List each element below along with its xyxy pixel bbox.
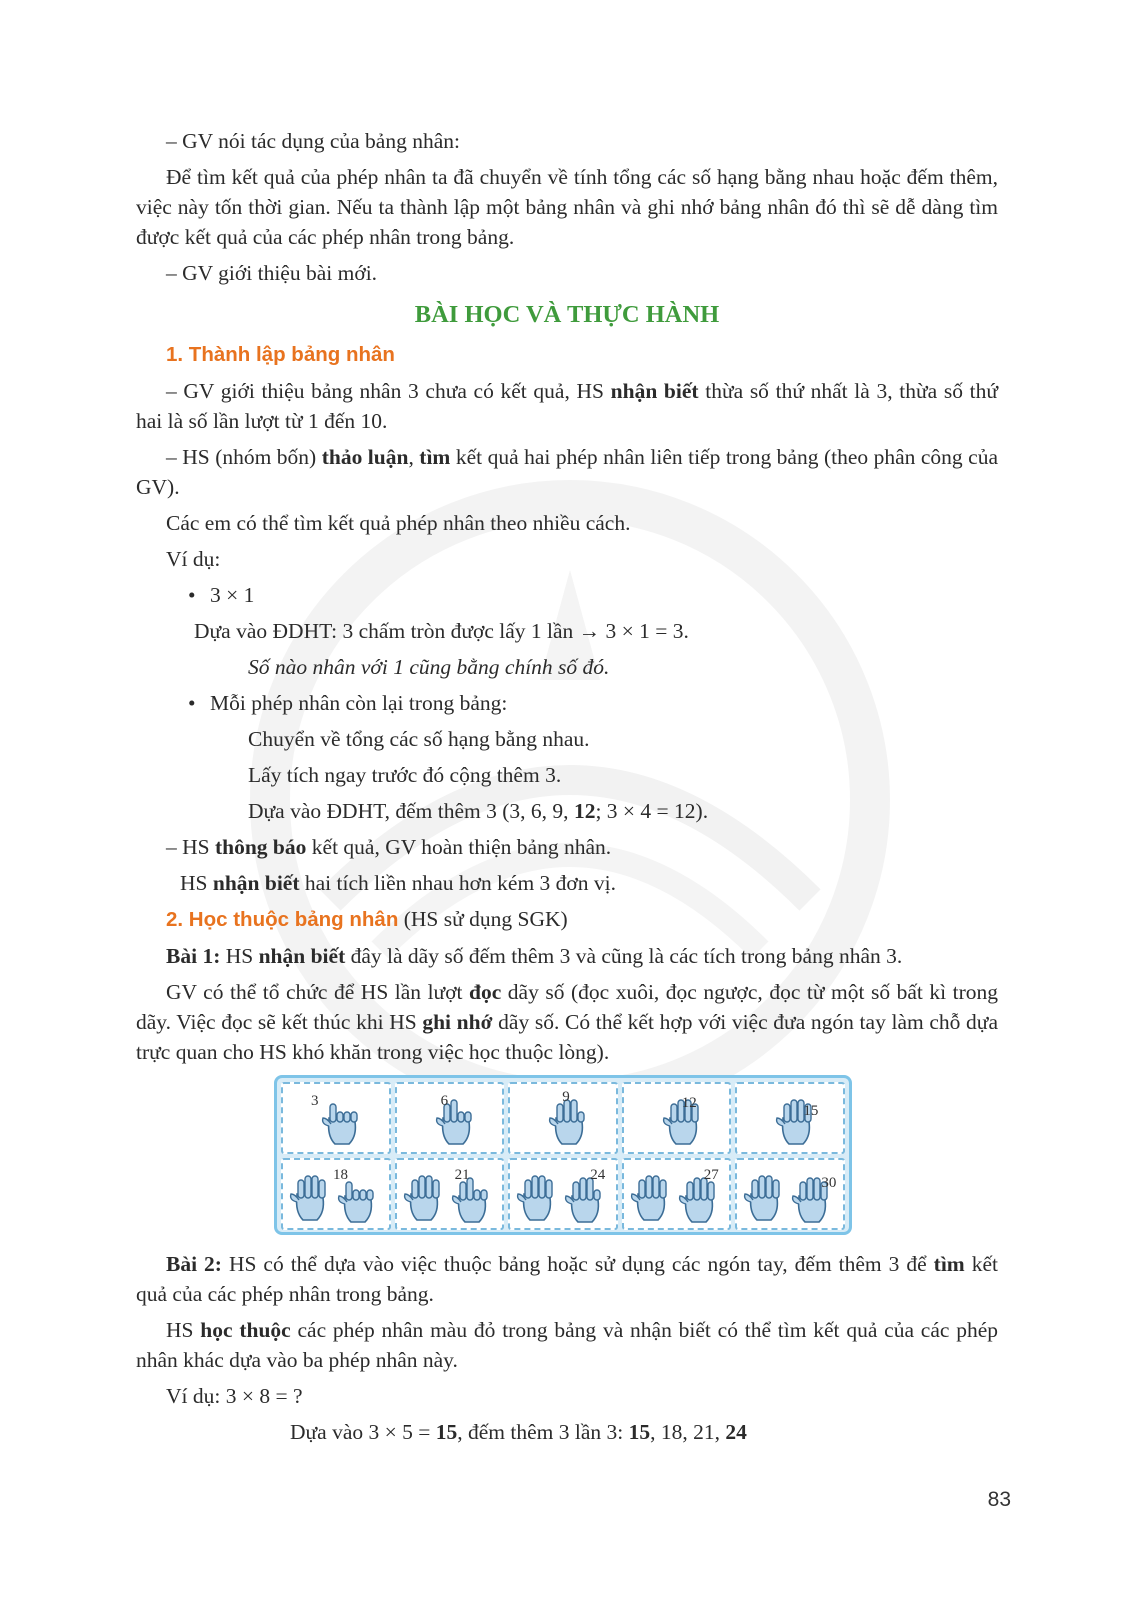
section-1-title: 1. Thành lập bảng nhân	[166, 343, 395, 366]
italic-note: Số nào nhân với 1 cũng bằng chính số đó.	[248, 655, 610, 679]
text-paragraph: Bài 1: HS nhận biết đây là dãy số đếm thêm 3 và cũng là các tích trong bảng nhân 3.	[166, 944, 903, 968]
text-paragraph: Bài 2: HS có thể dựa vào việc thuộc bảng hoặc sử dụng các ngón tay, đếm thêm 3 để tìm kết quả của các phép nhân trong bảng.	[136, 1252, 998, 1306]
figure-number: 21	[454, 1167, 470, 1183]
bullet-item: • 3 × 1	[136, 580, 998, 610]
figure-cell	[281, 1158, 391, 1230]
text-line: Ví dụ: 3 × 8 = ?	[166, 1384, 303, 1408]
hand-icon	[401, 1172, 445, 1226]
figure-number: 18	[333, 1167, 348, 1183]
text-line: HS nhận biết hai tích liền nhau hơn kém 3 đơn vị.	[180, 871, 617, 895]
text-paragraph: – GV giới thiệu bảng nhân 3 chưa có kết quả, HS nhận biết thừa số thứ nhất là 3, thừa số thứ hai là số lần lượt từ 1 đến 10.	[136, 379, 998, 433]
text-line: Ví dụ:	[166, 547, 221, 571]
figure-number: 12	[681, 1095, 697, 1111]
figure-number: 9	[562, 1089, 570, 1105]
hand-icon	[319, 1096, 363, 1150]
figure-cell	[735, 1082, 845, 1154]
figure-number: 24	[590, 1167, 606, 1183]
figure-number: 27	[703, 1167, 719, 1183]
figure-cell	[622, 1082, 732, 1154]
hand-icon	[628, 1172, 672, 1226]
text-line: Dựa vào 3 × 5 = 15, đếm thêm 3 lần 3: 15, 18, 21, 24	[290, 1420, 747, 1444]
text-line: Dựa vào ĐDHT: 3 chấm tròn được lấy 1 lần → 3 × 1 = 3.	[194, 619, 689, 643]
figure-number: 30	[821, 1175, 837, 1191]
text-line: Lấy tích ngay trước đó cộng thêm 3.	[248, 763, 562, 787]
section-2-title: 2. Học thuộc bảng nhân	[166, 908, 399, 931]
figure-row	[281, 1158, 845, 1230]
text-line: Các em có thể tìm kết quả phép nhân theo nhiều cách.	[166, 511, 631, 535]
figure-cell	[735, 1158, 845, 1230]
bullet-icon: •	[188, 583, 196, 607]
figure-cell	[508, 1158, 618, 1230]
figure-number: 6	[440, 1093, 449, 1109]
hand-icon	[514, 1172, 558, 1226]
figure-cell	[508, 1082, 618, 1154]
text-paragraph: – HS (nhóm bốn) thảo luận, tìm kết quả hai phép nhân liên tiếp trong bảng (theo phân công của GV).	[136, 445, 998, 499]
text-paragraph: Để tìm kết quả của phép nhân ta đã chuyển về tính tổng các số hạng bằng nhau hoặc đếm thêm, việc này tốn thời gian. Nếu ta thành lập một bảng nhân và ghi nhớ bảng nhân đó thì sẽ dễ dàng tìm được kết quả của các phép nhân trong bảng.	[136, 165, 998, 249]
text-paragraph: GV có thể tổ chức để HS lần lượt đọc dãy số (đọc xuôi, đọc ngược, đọc từ một số bất kì trong dãy. Việc đọc sẽ kết thúc khi HS ghi nhớ dãy số. Có thể kết hợp với việc đưa ngón tay làm chỗ dựa trực quan cho HS khó khăn trong việc học thuộc lòng).	[136, 980, 998, 1064]
figure-number: 15	[803, 1103, 819, 1119]
page-content	[136, 126, 998, 1453]
page-number: 83	[987, 1488, 1011, 1511]
hand-icon	[741, 1172, 785, 1226]
bullet-icon: •	[188, 691, 196, 715]
text-line: Chuyển về tổng các số hạng bằng nhau.	[248, 727, 590, 751]
section-heading: BÀI HỌC VÀ THỰC HÀNH	[414, 301, 720, 328]
figure-number: 3	[311, 1093, 319, 1109]
text-line: – GV nói tác dụng của bảng nhân:	[166, 129, 460, 153]
hand-icon	[287, 1172, 331, 1226]
text-line: – HS thông báo kết quả, GV hoàn thiện bảng nhân.	[166, 835, 612, 859]
text-line: Dựa vào ĐDHT, đếm thêm 3 (3, 6, 9, 12; 3 × 4 = 12).	[248, 799, 709, 823]
finger-counting-figure	[274, 1075, 852, 1235]
figure-cell	[622, 1158, 732, 1230]
figure-cell	[395, 1158, 505, 1230]
figure-row	[281, 1082, 845, 1154]
figure-cell	[281, 1082, 391, 1154]
text-paragraph: HS học thuộc các phép nhân màu đỏ trong bảng và nhận biết có thể tìm kết quả của các phép nhân khác dựa vào ba phép nhân này.	[136, 1318, 999, 1372]
hand-icon	[433, 1096, 477, 1150]
bullet-item: • Mỗi phép nhân còn lại trong bảng:	[136, 688, 998, 718]
section-2-title-line: 2. Học thuộc bảng nhân (HS sử dụng SGK)	[166, 907, 568, 931]
text-line: – GV giới thiệu bài mới.	[166, 261, 378, 285]
figure-cell	[395, 1082, 505, 1154]
